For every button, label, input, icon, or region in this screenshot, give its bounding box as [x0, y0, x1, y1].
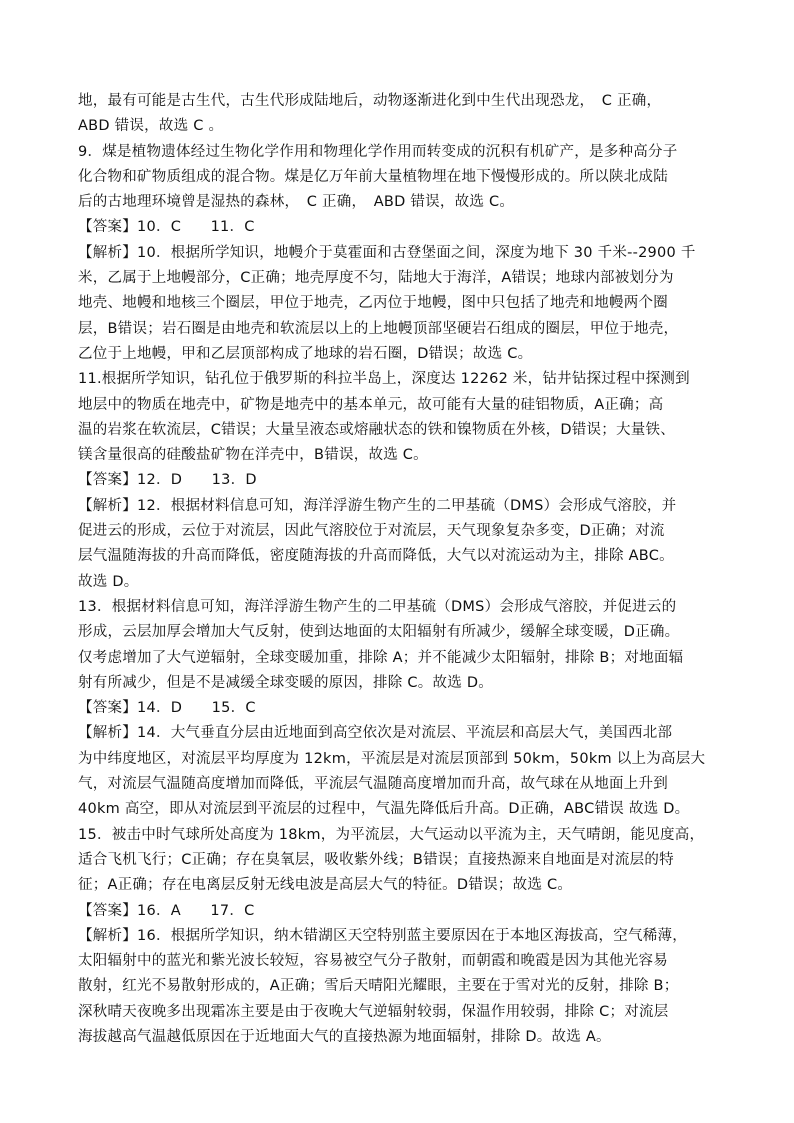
question-9-line: 9．煤是植物遗体经过生物化学作用和物理化学作用而转变成的沉积有机矿产，是多种高分子 — [78, 143, 678, 160]
text-line: 适合飞机飞行；C正确；存在臭氧层，吸收紫外线；B错误；直接热源来自地面是对流层的特 — [78, 851, 674, 868]
text-line: 米，乙属于上地幔部分，C正确；地壳厚度不匀，陆地大于海洋，A错误；地球内部被划分为 — [78, 270, 674, 287]
analysis-line: 【解析】16．根据所学知识，纳木错湖区天空特别蓝主要原因在于本地区海拔高，空气稀薄， — [78, 927, 687, 944]
text-line: 深秋晴天夜晚多出现霜冻主要是由于夜晚大气逆辐射较弱，保温作用较弱，排除 C；对流层 — [78, 1003, 669, 1020]
text-line: 地壳、地幔和地核三个圈层，甲位于地壳，乙丙位于地幔，图中只包括了地壳和地幔两个圈 — [78, 295, 668, 312]
text-line: 仅考虑增加了大气逆辐射，全球变暖加重，排除 A；并不能减少太阳辐射，排除 B；对地面辐 — [78, 649, 684, 666]
question-15-line: 15．被击中时气球所处高度为 18km，为平流层，大气运动以平流为主，天气晴朗，能见度高， — [78, 826, 705, 843]
text-line: 散射，红光不易散射形成的，A正确；雪后天晴阳光耀眼，主要在于雪对光的反射，排除 B； — [78, 978, 679, 995]
text-line: 征；A正确；存在电离层反射无线电波是高层大气的特征。D错误；故选 C。 — [78, 877, 573, 894]
answer-line: 【答案】14．D 15．C — [78, 700, 256, 717]
text-line: 乙位于上地幔，甲和乙层顶部构成了地球的岩石圈，D错误；故选 C。 — [78, 345, 533, 362]
analysis-line: 【解析】14．大气垂直分层由近地面到高空依次是对流层、平流层和高层大气，美国西北部 — [78, 725, 673, 742]
text-line: 化合物和矿物质组成的混合物。煤是亿万年前大量植物埋在地下慢慢形成的。所以陕北成陆 — [78, 168, 668, 185]
text-line: 气，对流层气温随高度增加而降低，平流层气温随高度增加而升高，故气球在从地面上升到 — [78, 776, 668, 793]
text-line: 地，最有可能是古生代，古生代形成陆地后，动物逐渐进化到中生代出现恐龙， C 正确， — [78, 93, 662, 109]
text-line: 地层中的物质在地壳中，矿物是地壳中的基本单元，故可能有大量的硅铝物质，A正确；高 — [78, 396, 664, 413]
text-line: ABD 错误，故选 C 。 — [78, 118, 224, 135]
text-line: 为中纬度地区，对流层平均厚度为 12km，平流层是对流层顶部到 50km，50km 以上为高层大 — [78, 750, 706, 767]
answer-line: 【答案】10．C 11．C — [78, 219, 255, 236]
text-line: 形成，云层加厚会增加大气反射，使到达地面的太阳辐射有所减少，缓解全球变暖，D正确。 — [78, 624, 680, 641]
text-line: 40km 高空，即从对流层到平流层的过程中，气温先降低后升高。D正确，ABC错误 故选 D。 — [78, 801, 690, 818]
text-line: 促进云的形成，云位于对流层，因此气溶胶位于对流层，天气现象复杂多变，D正确；对流 — [78, 523, 665, 540]
text-line: 后的古地理环境曾是湿热的森林， C 正确， ABD 错误，故选 C。 — [78, 194, 515, 211]
answer-line: 【答案】12．D 13．D — [78, 472, 257, 489]
analysis-line: 【解析】12．根据材料信息可知，海洋浮游生物产生的二甲基硫（DMS）会形成气溶胶，并 — [78, 497, 677, 514]
text-line: 镁含量很高的硅酸盐矿物在洋壳中，B错误，故选 C。 — [78, 447, 428, 464]
text-line: 太阳辐射中的蓝光和紫光波长较短，容易被空气分子散射，而朝霞和晚霞是因为其他光容易 — [78, 953, 668, 970]
question-13-line: 13．根据材料信息可知，海洋浮游生物产生的二甲基硫（DMS）会形成气溶胶，并促进云的 — [78, 598, 677, 615]
text-line: 层气温随海拔的升高而降低，密度随海拔的升高而降低，大气以对流运动为主，排除 ABC。 — [78, 548, 674, 565]
text-line: 温的岩浆在软流层，C错误；大量呈液态或熔融状态的铁和镍物质在外核，D错误；大量铁、 — [78, 421, 676, 438]
text-line: 射有所减少，但是不是减缓全球变暖的原因，排除 C。故选 D。 — [78, 674, 494, 691]
text-line: 层，B错误；岩石圈是由地壳和软流层以上的上地幔顶部坚硬岩石组成的圈层，甲位于地壳， — [78, 320, 679, 337]
question-11-line: 11.根据所学知识，钻孔位于俄罗斯的科拉半岛上，深度达 12262 米，钻井钻探过程中探测到 — [78, 371, 690, 388]
text-line: 故选 D。 — [78, 573, 139, 590]
analysis-line: 【解析】10．根据所学知识，地幔介于莫霍面和古登堡面之间，深度为地下 30 千米--2900 千 — [78, 244, 696, 261]
answer-line: 【答案】16．A 17．C — [78, 902, 255, 919]
text-line: 海拔越高气温越低原因在于近地面大气的直接热源为地面辐射，排除 D。故选 A。 — [78, 1028, 611, 1045]
document-page — [78, 89, 728, 1050]
